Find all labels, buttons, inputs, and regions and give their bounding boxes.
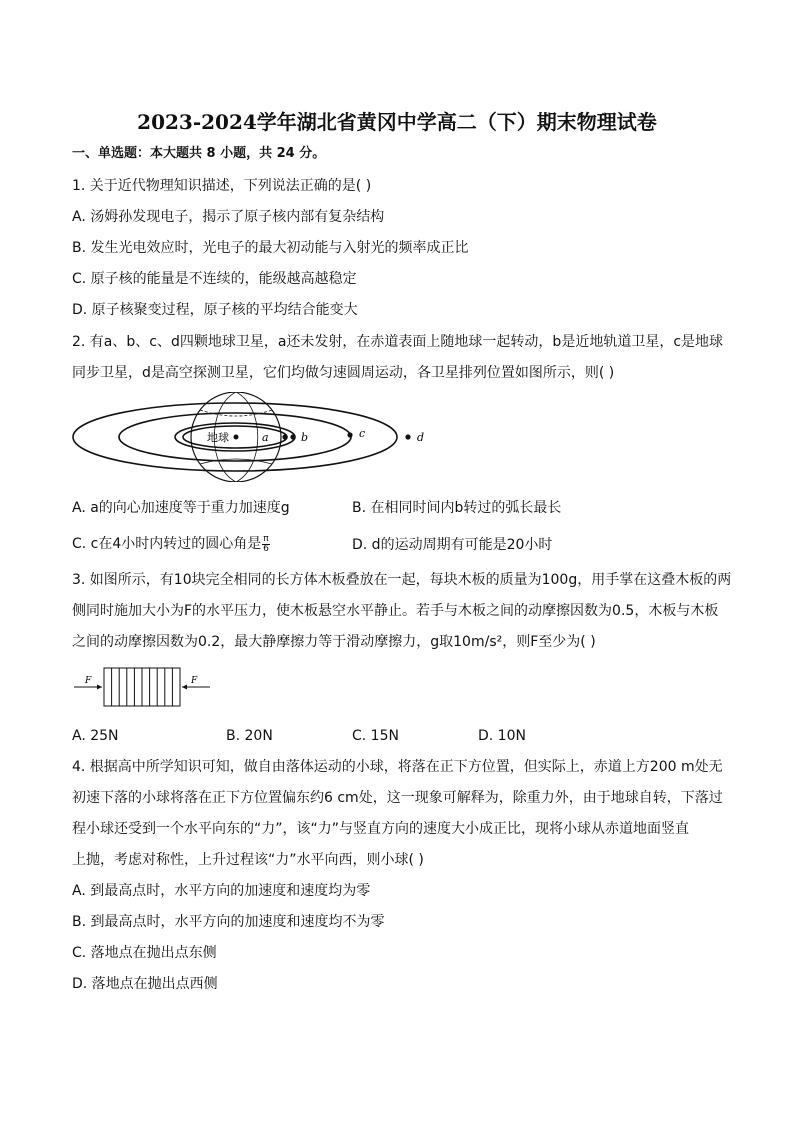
- satellite-a-label: a: [262, 431, 269, 444]
- q1-option-d: D. 原子核聚变过程，原子核的平均结合能变大: [72, 302, 358, 318]
- q2-option-c: [72, 534, 271, 554]
- q4-stem-line1: 4. 根据高中所学知识可知，做自由落体运动的小球，将落在正下方位置，但实际上，赤道上方200 m处无: [72, 759, 723, 775]
- q2-option-c-fraction: [262, 535, 269, 554]
- fraction-numerator: π: [263, 533, 269, 544]
- q3-option-d: D. 10N: [478, 728, 526, 744]
- satellite-a-dot: [282, 434, 287, 439]
- section-heading: 一、单选题：本大题共 8 小题，共 24 分。: [72, 146, 326, 161]
- q4-option-a: A. 到最高点时，水平方向的加速度和速度均为零: [72, 883, 371, 899]
- satellite-b-dot: [290, 434, 295, 439]
- earth-center-dot: [234, 435, 239, 440]
- q4-stem-line2: 初速下落的小球将落在正下方位置偏东约6 cm处，这一现象可解释为，除重力外，由于地球自转，下落过: [72, 790, 723, 806]
- exam-title: 2023-2024学年湖北省黄冈中学高二（下）期末物理试卷: [137, 110, 657, 134]
- q4-option-d: D. 落地点在抛出点西侧: [72, 976, 218, 992]
- q1-option-a: A. 汤姆孙发现电子，揭示了原子核内部有复杂结构: [72, 209, 385, 225]
- satellite-c-dot: [347, 432, 352, 437]
- q1-stem: 1. 关于近代物理知识描述，下列说法正确的是( ): [72, 178, 372, 194]
- q4-option-c: C. 落地点在抛出点东侧: [72, 945, 217, 961]
- earth-meridian: [236, 392, 258, 482]
- q3-option-b: B. 20N: [226, 728, 273, 744]
- force-label-right: F: [191, 676, 198, 686]
- earth-label: 地球: [207, 431, 229, 444]
- q2-option-d: D. d的运动周期有可能是20小时: [352, 537, 553, 553]
- q2-stem-line1: 2. 有a、b、c、d四颗地球卫星，a还未发射，在赤道表面上随地球一起转动，b是近地轨道卫星，c是地球: [72, 334, 724, 350]
- q3-stem-line1: 3. 如图所示，有10块完全相同的长方体木板叠放在一起，每块木板的质量为100g，用手掌在这叠木板的两: [72, 572, 732, 588]
- q2-option-a: A. a的向心加速度等于重力加速度g: [72, 500, 290, 516]
- satellite-c-label: c: [359, 427, 366, 440]
- q4-stem-line4: 上抛，考虑对称性，上升过程该“力”水平向西，则小球( ): [72, 852, 424, 868]
- q2-stem-line2: 同步卫星，d是高空探测卫星，它们均做匀速圆周运动，各卫星排列位置如图所示，则( ): [72, 365, 615, 381]
- satellite-orbit-figure: [60, 392, 510, 482]
- q1-option-c: C. 原子核的能量是不连续的，能级越高越稳定: [72, 271, 357, 287]
- q2-option-b: B. 在相同时间内b转过的弧长最长: [352, 500, 562, 516]
- q2-option-c-text: C. c在4小时内转过的圆心角是: [72, 536, 262, 552]
- force-label-left: F: [85, 676, 92, 686]
- q1-option-b: B. 发生光电效应时，光电子的最大初动能与入射光的频率成正比: [72, 240, 469, 256]
- satellite-d-label: d: [417, 431, 425, 444]
- fraction-denominator: 6: [263, 543, 269, 554]
- stacked-boards-figure: [72, 664, 212, 710]
- satellite-b-label: b: [301, 431, 309, 444]
- q3-stem-line2: 侧同时施加大小为F的水平压力，使木板悬空水平静止。若手与木板之间的动摩擦因数为0.5，木板与木板: [72, 603, 719, 619]
- q4-stem-line3: 程小球还受到一个水平向东的“力”，该“力”与竖直方向的速度大小成正比，现将小球从赤道地面竖直: [72, 821, 690, 837]
- q3-stem-line3: 之间的动摩擦因数为0.2，最大静摩擦力等于滑动摩擦力，g取10m/s²，则F至少为( ): [72, 634, 596, 650]
- q3-option-a: A. 25N: [72, 728, 119, 744]
- satellite-d-dot: [405, 434, 410, 439]
- q3-option-c: C. 15N: [352, 728, 399, 744]
- q4-option-b: B. 到最高点时，水平方向的加速度和速度均不为零: [72, 914, 385, 930]
